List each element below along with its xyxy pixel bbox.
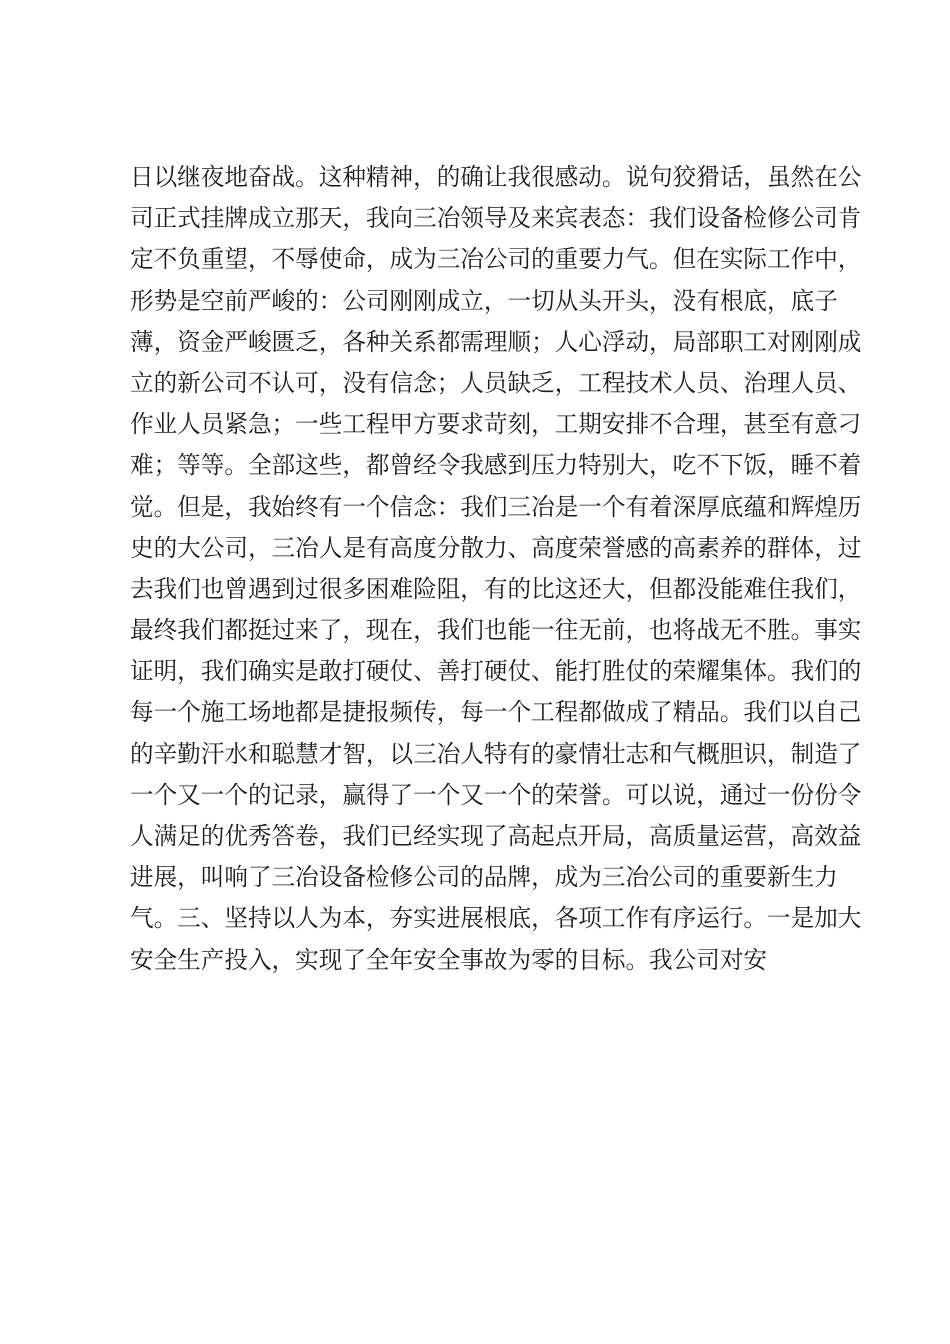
text-line-12: 最终我们都挺过来了，现在，我们也能一往无前，也将战无不胜。事实 xyxy=(130,616,862,645)
body-text xyxy=(130,157,862,981)
text-line-8: 难；等等。全部这些，都曾经令我感到压力特别大，吃不下饭，睡不着 xyxy=(130,451,862,480)
text-line-18: 进展，叫响了三冶设备检修公司的品牌，成为三冶公司的重要新生力 xyxy=(130,863,838,892)
text-line-3: 定不负重望，不辱使命，成为三冶公司的重要力气。但在实际工作中， xyxy=(130,245,862,274)
text-line-17: 人满足的优秀答卷，我们已经实现了高起点开局，高质量运营，高效益 xyxy=(130,822,862,850)
text-line-15: 的辛勤汗水和聪慧才智，以三冶人特有的豪情壮志和气概胆识，制造了 xyxy=(130,739,862,768)
text-line-14: 每一个施工场地都是捷报频传，每一个工程都做成了精品。我们以自己 xyxy=(130,698,862,727)
text-line-2: 司正式挂牌成立那天，我向三冶领导及来宾表态：我们设备检修公司肯 xyxy=(130,204,862,233)
text-line-10: 史的大公司，三冶人是有高度分散力、高度荣誉感的高素养的群体，过 xyxy=(130,533,862,562)
text-line-11: 去我们也曾遇到过很多困难险阻，有的比这还大，但都没能难住我们， xyxy=(130,574,862,603)
text-line-16: 一个又一个的记录，赢得了一个又一个的荣誉。可以说，通过一份份令 xyxy=(130,780,862,809)
text-line-7: 作业人员紧急；一些工程甲方要求苛刻，工期安排不合理，甚至有意刁 xyxy=(130,410,862,439)
text-line-13: 证明，我们确实是敢打硬仗、善打硬仗、能打胜仗的荣耀集体。我们的 xyxy=(130,657,862,686)
text-line-19: 气。三、坚持以人为本，夯实进展根底，各项工作有序运行。一是加大 xyxy=(130,904,862,933)
text-line-5: 薄，资金严峻匮乏，各种关系都需理顺；人心浮动，局部职工对刚刚成 xyxy=(130,327,862,356)
text-line-1: 日以继夜地奋战。这种精神，的确让我很感动。说句狡猾话，虽然在公 xyxy=(130,163,862,191)
text-line-20: 安全生产投入，实现了全年安全事故为零的目标。我公司对安 xyxy=(130,945,768,974)
text-line-4: 形势是空前严峻的：公司刚刚成立，一切从头开头，没有根底，底子 xyxy=(130,286,838,315)
text-line-9: 觉。但是，我始终有一个信念：我们三冶是一个有着深厚底蕴和辉煌历 xyxy=(130,492,862,521)
text-line-6: 立的新公司不认可，没有信念；人员缺乏，工程技术人员、治理人员、 xyxy=(130,368,862,397)
